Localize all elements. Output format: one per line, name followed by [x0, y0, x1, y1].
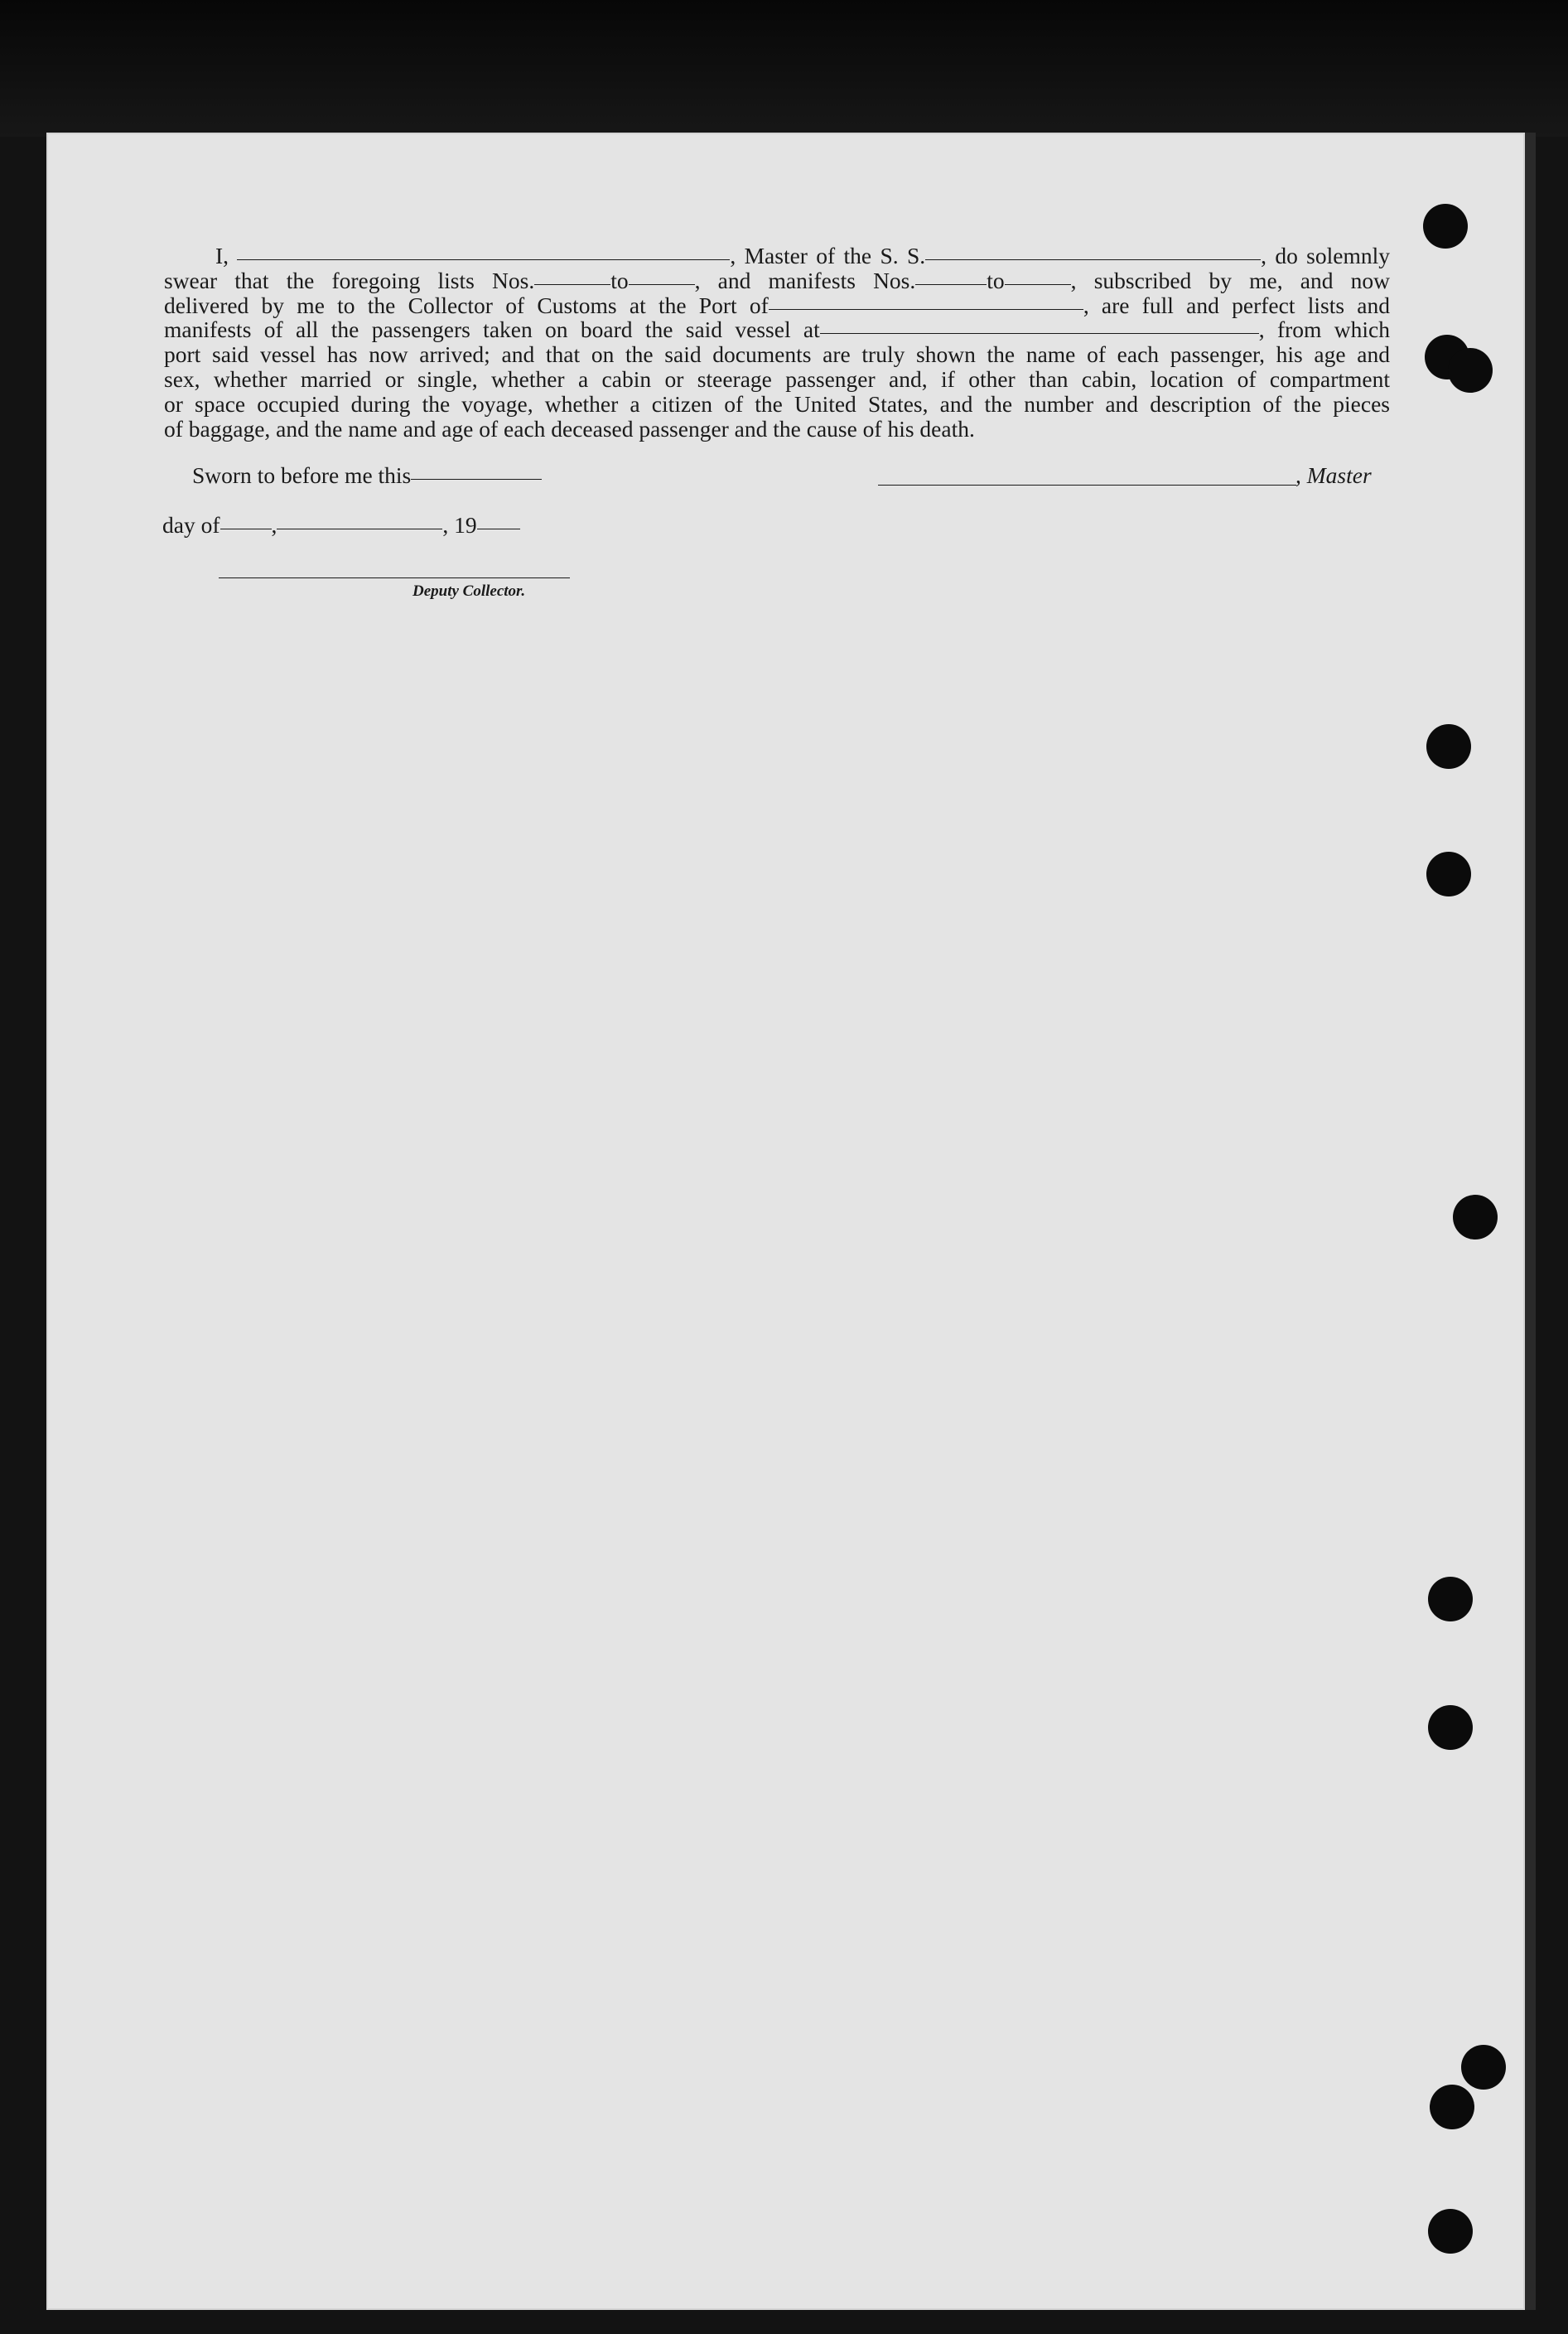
punch-hole: [1453, 1195, 1498, 1239]
document-page: [46, 133, 1525, 2310]
lists-from-blank[interactable]: [534, 284, 610, 285]
day-of-comma: ,: [271, 512, 277, 538]
punch-hole: [1430, 2085, 1474, 2129]
punch-hole: [1428, 1705, 1473, 1750]
deputy-collector-signature-blank[interactable]: [219, 577, 570, 578]
oath-line-6: sex, whether married or single, whether a cabin or steerage passenger and, if other than cabin, location of compartment: [164, 365, 1390, 392]
deputy-collector-label: Deputy Collector.: [413, 582, 526, 600]
punch-hole: [1426, 852, 1471, 896]
punch-hole: [1428, 1577, 1473, 1621]
oath-text: swear that the foregoing lists Nos.: [164, 267, 535, 293]
manifests-from-blank[interactable]: [915, 284, 987, 285]
oath-line-4: [164, 317, 1390, 342]
day-of-line: [162, 512, 520, 539]
punch-hole: [1448, 348, 1493, 393]
oath-text: , and manifests Nos.: [694, 267, 916, 293]
oath-text: manifests of all the passengers taken on board the said vessel at: [164, 317, 820, 343]
sworn-date-blank[interactable]: [411, 479, 542, 480]
punch-hole: [1461, 2045, 1506, 2090]
oath-paragraph: [164, 244, 1390, 441]
punch-hole: [1426, 724, 1471, 769]
port-blank[interactable]: [769, 309, 1083, 310]
master-name-blank[interactable]: [237, 259, 730, 260]
oath-text: delivered by me to the Collector of Customs at the Port of: [164, 292, 769, 318]
oath-text: , subscribed by me, and now: [1070, 267, 1390, 293]
day-of-text: day of: [162, 512, 220, 538]
oath-line-3: [164, 293, 1390, 318]
sworn-line: [192, 462, 542, 489]
sworn-text: Sworn to before me this: [192, 462, 412, 488]
oath-text: to: [610, 267, 629, 293]
master-label: , Master: [1295, 462, 1372, 488]
oath-text: , are full and perfect lists and: [1083, 292, 1390, 318]
punch-hole: [1423, 204, 1468, 249]
oath-text: , do solemnly: [1261, 243, 1390, 268]
embarkation-port-blank[interactable]: [820, 333, 1259, 334]
manifests-to-blank[interactable]: [1005, 284, 1071, 285]
oath-line-8: of baggage, and the name and age of each deceased passenger and the cause of his death.: [164, 415, 975, 442]
scan-background: [0, 0, 1568, 137]
punch-hole: [1428, 2209, 1473, 2254]
oath-text: , from which: [1258, 317, 1390, 343]
oath-line-1: [164, 244, 1390, 268]
lists-to-blank[interactable]: [629, 284, 695, 285]
year-prefix: , 19: [442, 512, 477, 538]
ship-name-blank[interactable]: [925, 259, 1261, 260]
sheet-edge: [1524, 133, 1536, 2310]
oath-line-2: [164, 268, 1390, 293]
oath-text: , Master of the S. S.: [730, 243, 926, 268]
oath-line-5: port said vessel has now arrived; and that on the said documents are truly shown the name of each passenger, his age and: [164, 341, 1390, 368]
oath-text: to: [987, 267, 1005, 293]
master-signature-blank[interactable]: [878, 485, 1296, 486]
oath-line-7: or space occupied during the voyage, whether a citizen of the United States, and the number and description of the pieces: [164, 390, 1390, 417]
oath-text: I,: [215, 243, 229, 268]
